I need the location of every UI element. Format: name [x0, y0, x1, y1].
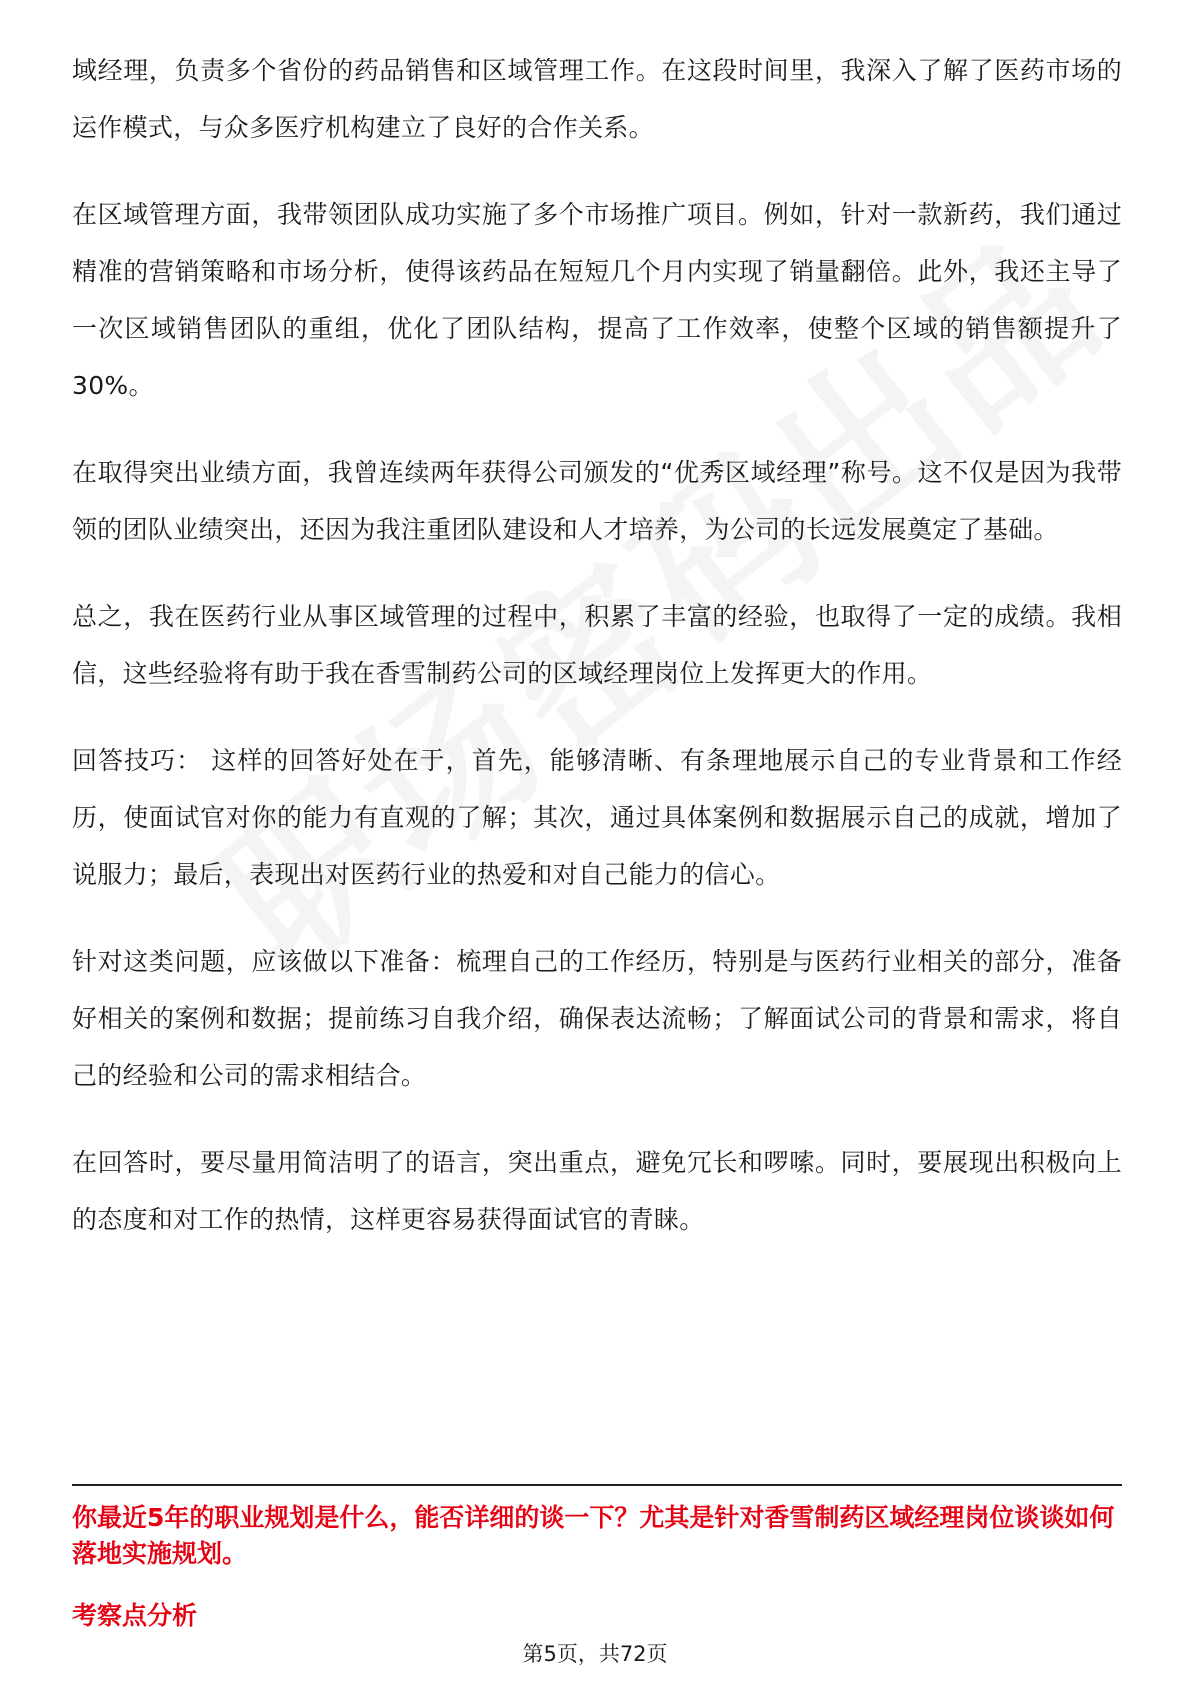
document-body — [72, 42, 1122, 1278]
interview-question: 你最近5年的职业规划是什么，能否详细的谈一下？尤其是针对香雪制药区域经理岗位谈谈如何落地实施规划。 — [72, 1503, 1115, 1568]
section-heading: 考察点分析 — [72, 1601, 198, 1630]
answer-tips-paragraph: 回答技巧： 这样的回答好处在于，首先，能够清晰、有条理地展示自己的专业背景和工作经历，使面试官对你的能力有直观的了解；其次，通过具体案例和数据展示自己的成就，增加了说服力；最后，表现出对医药行业的热爱和对自己能力的信心。 — [72, 746, 1122, 889]
body-paragraph-4: 总之，我在医药行业从事区域管理的过程中，积累了丰富的经验，也取得了一定的成绩。我相信，这些经验将有助于我在香雪制药公司的区域经理岗位上发挥更大的作用。 — [72, 602, 1122, 688]
page-number: 第5页，共72页 — [522, 1642, 668, 1666]
preparation-paragraph: 针对这类问题，应该做以下准备：梳理自己的工作经历，特别是与医药行业相关的部分，准备好相关的案例和数据；提前练习自我介绍，确保表达流畅；了解面试公司的背景和需求，将自己的经验和公司的需求相结合。 — [72, 947, 1122, 1090]
body-paragraph-2: 在区域管理方面，我带领团队成功实施了多个市场推广项目。例如，针对一款新药，我们通过精准的营销策略和市场分析，使得该药品在短短几个月内实现了销量翻倍。此外，我还主导了一次区域销售团队的重组，优化了团队结构，提高了工作效率，使整个区域的销售额提升了30%。 — [72, 200, 1122, 400]
answering-advice-paragraph: 在回答时，要尽量用简洁明了的语言，突出重点，避免冗长和啰嗦。同时，要展现出积极向上的态度和对工作的热情，这样更容易获得面试官的青睐。 — [72, 1148, 1122, 1234]
section-divider — [72, 1484, 1122, 1486]
body-paragraph-3: 在取得突出业绩方面，我曾连续两年获得公司颁发的“优秀区域经理”称号。这不仅是因为我带领的团队业绩突出，还因为我注重团队建设和人才培养，为公司的长远发展奠定了基础。 — [72, 458, 1122, 544]
body-paragraph-1: 域经理，负责多个省份的药品销售和区域管理工作。在这段时间里，我深入了解了医药市场的运作模式，与众多医疗机构建立了良好的合作关系。 — [72, 56, 1122, 142]
